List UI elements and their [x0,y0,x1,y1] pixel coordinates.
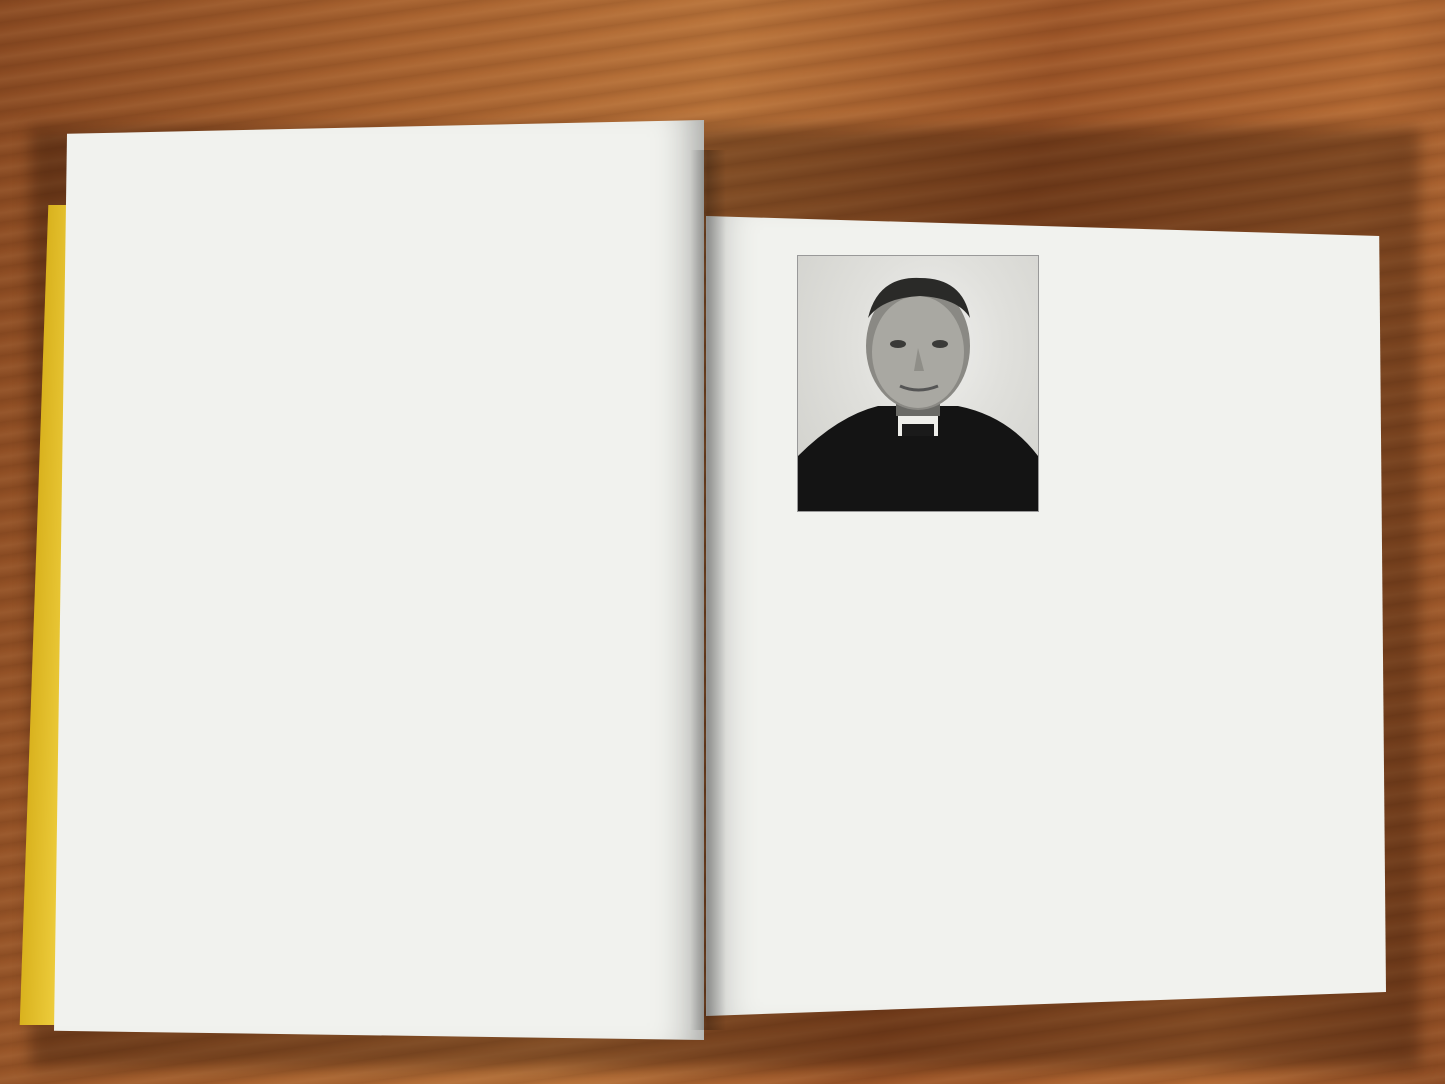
author-portrait [797,255,1039,512]
portrait-image [798,256,1038,511]
left-page [54,120,704,1040]
book-gutter [690,150,726,1030]
